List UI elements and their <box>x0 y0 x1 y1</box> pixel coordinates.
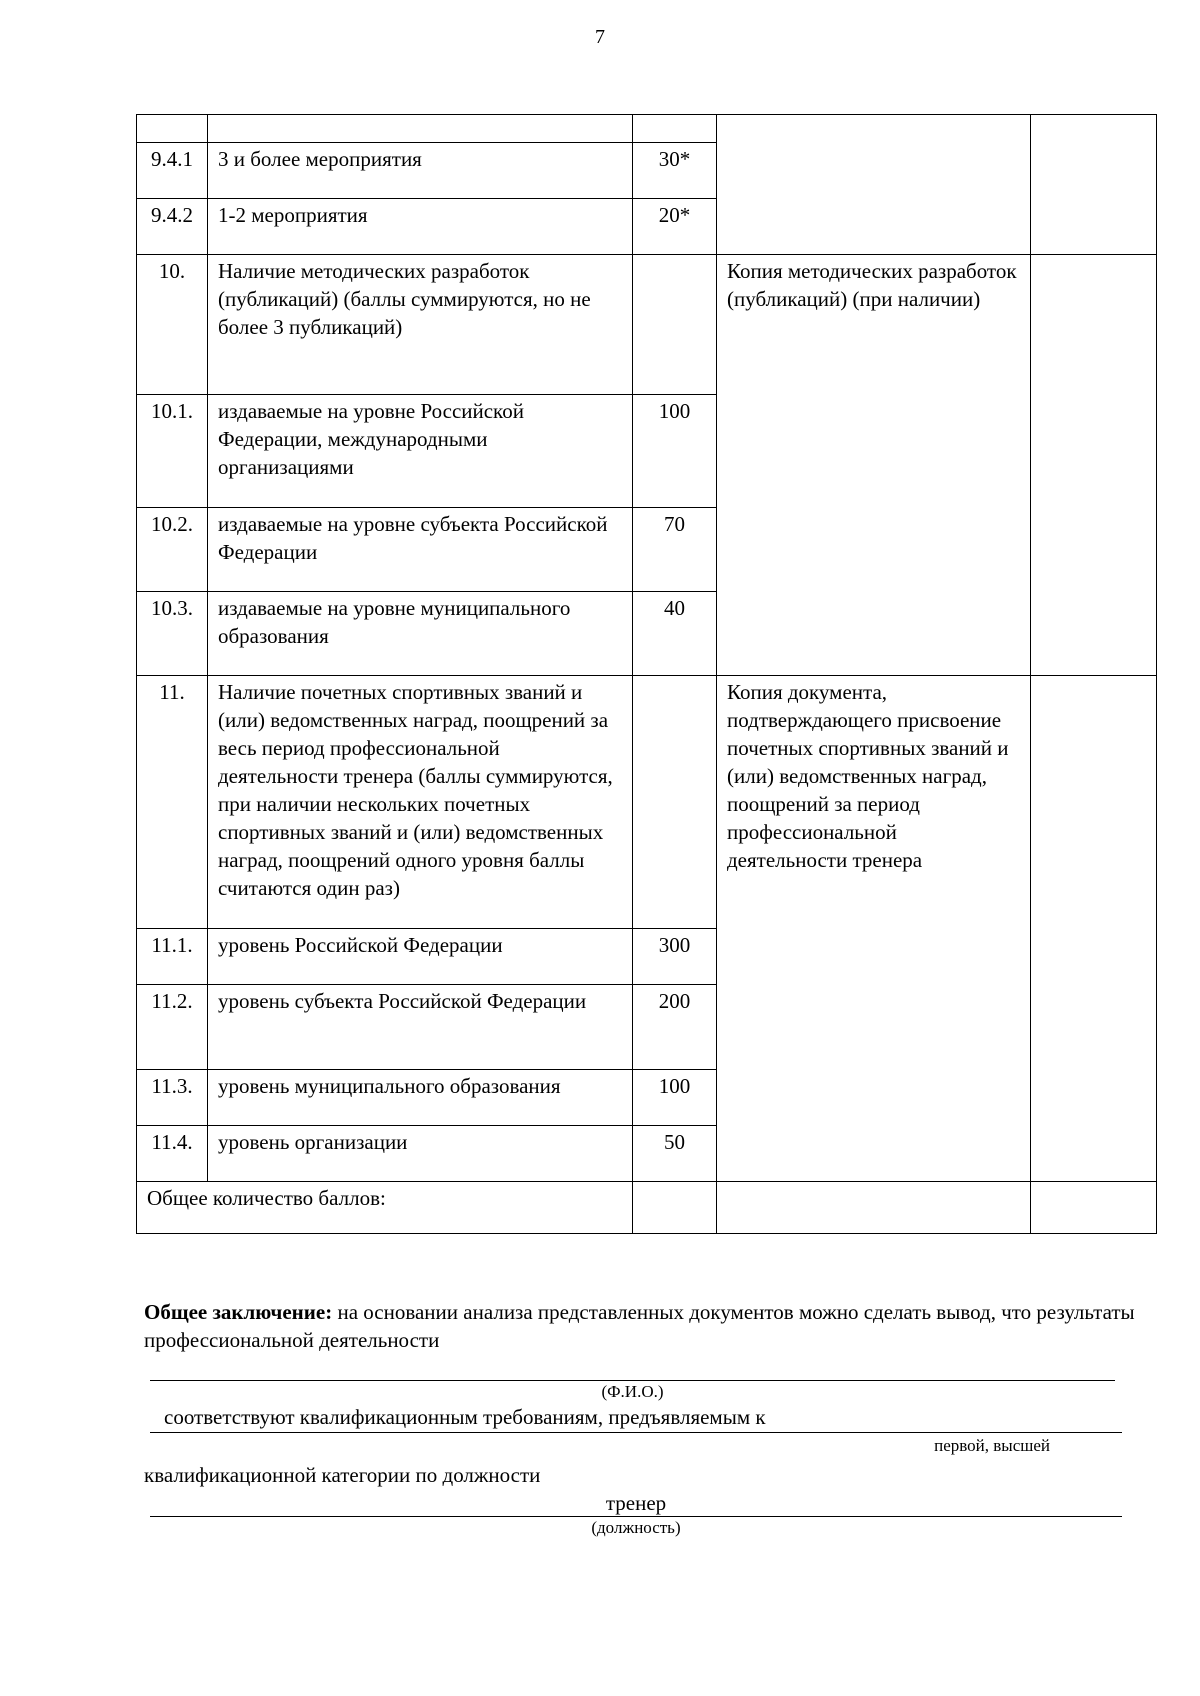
row-score: 100 <box>633 395 717 508</box>
row-text: уровень Российской Федерации <box>208 929 633 985</box>
fio-caption: (Ф.И.О.) <box>601 1382 664 1401</box>
page-number: 7 <box>595 26 605 48</box>
row-score <box>633 676 717 929</box>
row-number: 11. <box>137 676 208 929</box>
row-document: Копия методических разработок (публикаций) (при наличии) <box>717 255 1031 676</box>
table-cell <box>1031 676 1157 1182</box>
table-row <box>137 115 1157 143</box>
row-number: 11.2. <box>137 985 208 1070</box>
conclusion-heading: Общее заключение: <box>144 1300 333 1324</box>
row-text: уровень субъекта Российской Федерации <box>208 985 633 1070</box>
row-score: 100 <box>633 1070 717 1126</box>
row-score: 20* <box>633 199 717 255</box>
row-number: 9.4.1 <box>137 143 208 199</box>
fio-line <box>150 1380 1115 1381</box>
row-text: 3 и более мероприятия <box>208 143 633 199</box>
table-cell <box>208 115 633 143</box>
row-number: 10. <box>137 255 208 395</box>
row-number: 11.4. <box>137 1126 208 1182</box>
conclusion-text: на основании анализа представленных документов можно сделать вывод, что результаты профессиональной деятельности <box>144 1300 1135 1352</box>
row-score: 200 <box>633 985 717 1070</box>
table-row <box>137 255 1157 395</box>
conclusion-line2: соответствуют квалификационным требованиям, предъявляемым к <box>164 1405 766 1429</box>
table-cell <box>633 115 717 143</box>
category-caption: первой, высшей <box>934 1436 1050 1455</box>
table-row <box>137 676 1157 929</box>
row-score: 300 <box>633 929 717 985</box>
table-cell <box>717 1182 1031 1234</box>
row-number: 10.2. <box>137 508 208 592</box>
row-text: издаваемые на уровне муниципального образования <box>208 592 633 676</box>
row-score: 40 <box>633 592 717 676</box>
table-row-total <box>137 1182 1157 1234</box>
total-score-cell <box>633 1182 717 1234</box>
row-text: Наличие почетных спортивных званий и (или) ведомственных наград, поощрений за весь период профессиональной деятельности тренера (баллы суммируются, при наличии нескольких почетных спортивных званий и (или) ведомственных наград, поощрений одного уровня баллы считаются один раз) <box>208 676 633 929</box>
row-number: 11.3. <box>137 1070 208 1126</box>
row-score: 70 <box>633 508 717 592</box>
table-cell <box>137 115 208 143</box>
row-number: 9.4.2 <box>137 199 208 255</box>
position-line <box>150 1516 1122 1517</box>
row-number: 11.1. <box>137 929 208 985</box>
table-cell <box>1031 255 1157 676</box>
row-score <box>633 255 717 395</box>
row-text: издаваемые на уровне Российской Федерации, международными организациями <box>208 395 633 508</box>
conclusion-line3: квалификационной категории по должности <box>144 1463 541 1487</box>
row-text: уровень муниципального образования <box>208 1070 633 1126</box>
conclusion-paragraph <box>144 1298 1144 1354</box>
row-text: уровень организации <box>208 1126 633 1182</box>
row-text: издаваемые на уровне субъекта Российской Федерации <box>208 508 633 592</box>
row-number: 10.3. <box>137 592 208 676</box>
position-value: тренер <box>605 1491 667 1515</box>
row-text: Наличие методических разработок (публикаций) (баллы суммируются, но не более 3 публикаций) <box>208 255 633 395</box>
position-caption: (должность) <box>591 1518 681 1537</box>
requirement-line <box>150 1432 1122 1433</box>
criteria-table <box>136 114 1157 1234</box>
row-text: 1-2 мероприятия <box>208 199 633 255</box>
table-cell <box>717 115 1031 255</box>
table-cell <box>1031 115 1157 255</box>
total-label: Общее количество баллов: <box>137 1182 633 1234</box>
row-score: 30* <box>633 143 717 199</box>
row-number: 10.1. <box>137 395 208 508</box>
table-cell <box>1031 1182 1157 1234</box>
row-document: Копия документа, подтверждающего присвоение почетных спортивных званий и (или) ведомственных наград, поощрений за период профессиональной деятельности тренера <box>717 676 1031 1182</box>
row-score: 50 <box>633 1126 717 1182</box>
